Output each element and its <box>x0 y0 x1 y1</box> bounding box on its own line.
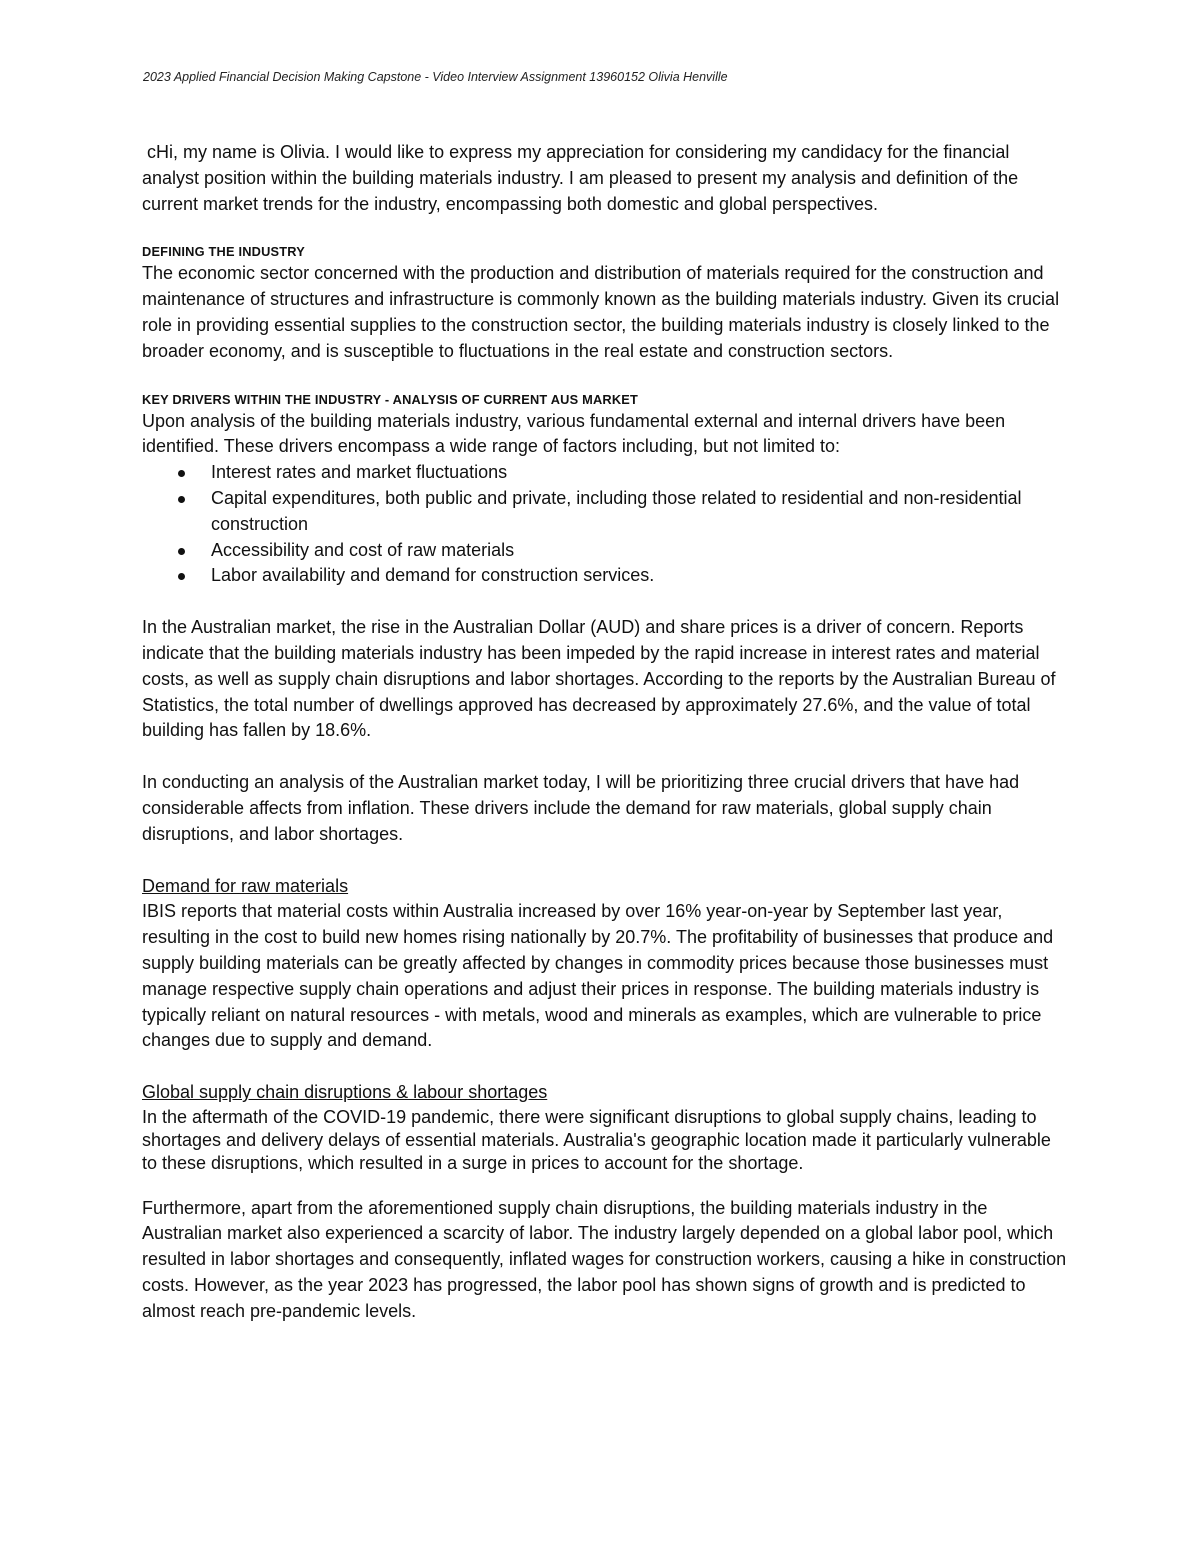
section-heading-defining: DEFINING THE INDUSTRY <box>142 244 305 260</box>
list-item: Accessibility and cost of raw materials <box>211 538 1067 564</box>
document-body <box>142 140 1067 1325</box>
supply-chain-paragraph: In the aftermath of the COVID-19 pandemic, there were significant disruptions to global supply chains, leading to shortages and delivery delays of essential materials. Australia's geographic location made it particularly vulnerable to these disruptions, which resulted in a surge in prices to account for the shortage. <box>142 1106 1051 1174</box>
defining-paragraph: The economic sector concerned with the production and distribution of materials required for the construction and maintenance of structures and infrastructure is commonly known as the building materials industry. Given its crucial role in providing essential supplies to the construction sector, the building materials industry is closely linked to the broader economy, and is susceptible to fluctuations in the real estate and construction sectors. <box>142 263 1060 361</box>
raw-materials-paragraph: IBIS reports that material costs within Australia increased by over 16% year-on-year by September last year, resulting in the cost to build new homes rising nationally by 20.7%. The profitability of businesses that produce and supply building materials can be greatly affected by changes in commodity prices because those businesses must manage respective supply chain operations and adjust their prices in response. The building materials industry is typically reliant on natural resources - with metals, wood and minerals as examples, which are vulnerable to price changes due to supply and demand. <box>142 901 1054 1051</box>
list-item: Interest rates and market fluctuations <box>211 460 1067 486</box>
running-header: 2023 Applied Financial Decision Making Capstone - Video Interview Assignment 13960152 Olivia Henville <box>143 70 728 84</box>
intro-paragraph: cHi, my name is Olivia. I would like to express my appreciation for considering my candidacy for the financial analyst position within the building materials industry. I am pleased to present my analysis and definition of the current market trends for the industry, encompassing both domestic and global perspectives. <box>142 142 1024 214</box>
drivers-intro-paragraph: Upon analysis of the building materials industry, various fundamental external and internal drivers have been identified. These drivers encompass a wide range of factors including, but not limited to: <box>142 410 1006 457</box>
section-heading-key-drivers: KEY DRIVERS WITHIN THE INDUSTRY - ANALYSIS OF CURRENT AUS MARKET <box>142 391 639 407</box>
subheading-supply-chain: Global supply chain disruptions & labour shortages <box>142 1082 548 1103</box>
list-item: Labor availability and demand for construction services. <box>211 563 1067 589</box>
list-item: Capital expenditures, both public and private, including those related to residential and non-residential construction <box>211 486 1067 538</box>
subheading-raw-materials: Demand for raw materials <box>142 875 349 896</box>
labor-paragraph: Furthermore, apart from the aforementioned supply chain disruptions, the building materials industry in the Australian market also experienced a scarcity of labor. The industry largely depended on a global labor pool, which resulted in labor shortages and consequently, inflated wages for construction workers, causing a hike in construction costs. However, as the year 2023 has progressed, the labor pool has shown signs of growth and is predicted to almost reach pre-pandemic levels. <box>142 1197 1067 1321</box>
analysis-paragraph: In conducting an analysis of the Australian market today, I will be prioritizing three crucial drivers that have had considerable affects from inflation. These drivers include the demand for raw materials, global supply chain disruptions, and labor shortages. <box>142 772 1020 844</box>
australian-market-paragraph: In the Australian market, the rise in the Australian Dollar (AUD) and share prices is a driver of concern. Reports indicate that the building materials industry has been impeded by the rapid increase in interest rates and material costs, as well as supply chain disruptions and labor shortages. According to the reports by the Australian Bureau of Statistics, the total number of dwellings approved has decreased by approximately 27.6%, and the value of total building has fallen by 18.6%. <box>142 617 1056 741</box>
drivers-list <box>142 460 1067 589</box>
